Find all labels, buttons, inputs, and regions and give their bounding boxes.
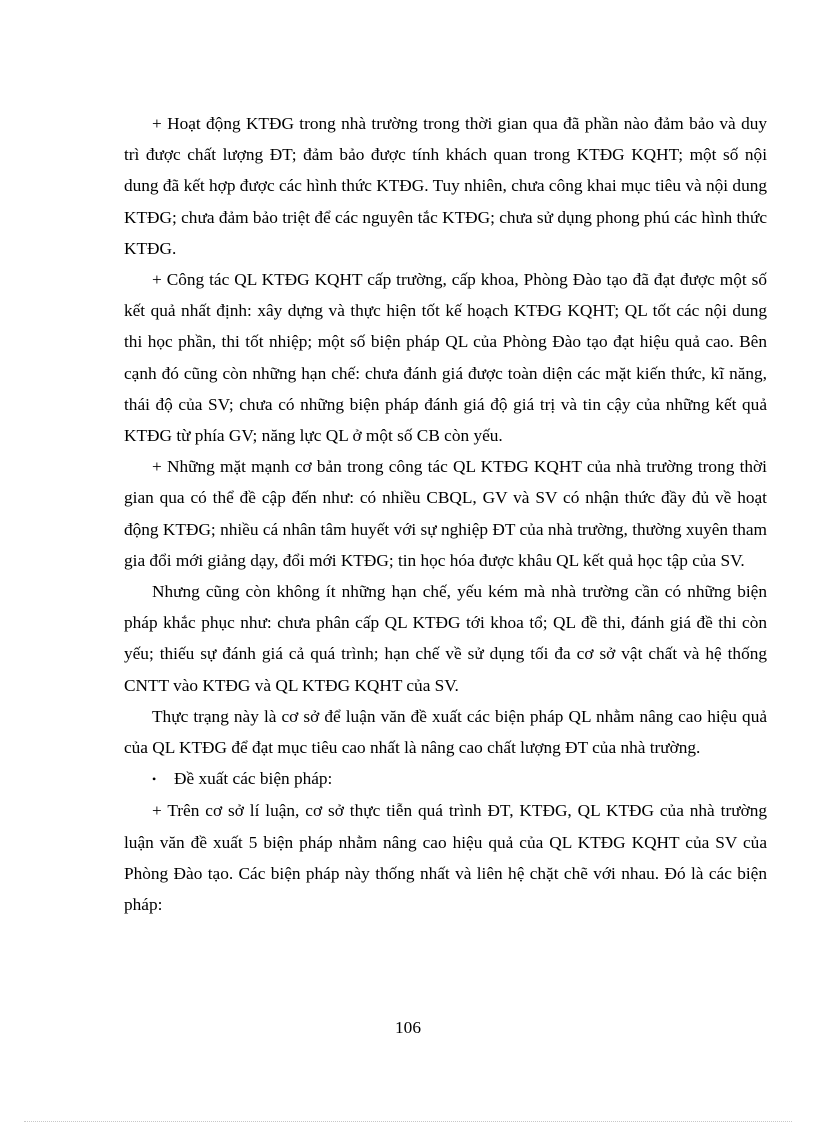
- paragraph-management-results: + Công tác QL KTĐG KQHT cấp trường, cấp khoa, Phòng Đào tạo đã đạt được một số kết quả nhất định: xây dựng và thực hiện tốt kế hoạch KTĐG KQHT; QL tốt các nội dung thi học phần, thi tốt nhiệp; một số biện pháp QL của Phòng Đào tạo đạt hiệu quả cao. Bên cạnh đó cũng còn những hạn chế: chưa đánh giá được toàn diện các mặt kiến thức, kĩ năng, thái độ của SV; chưa có những biện pháp đánh giá độ giá trị và tin cậy của những kết quả KTĐG từ phía GV; năng lực QL ở một số CB còn yếu.: [124, 270, 767, 446]
- page-bottom-divider: [24, 1121, 792, 1122]
- paragraph-proposal: + Trên cơ sở lí luận, cơ sở thực tiễn quá trình ĐT, KTĐG, QL KTĐG của nhà trường luận văn đề xuất 5 biện pháp nhằm nâng cao hiệu quả của QL KTĐG KQHT của SV của Phòng Đào tạo. Các biện pháp này thống nhất và liên hệ chặt chẽ với nhau. Đó là các biện pháp:: [124, 801, 767, 915]
- paragraph-strengths: + Những mặt mạnh cơ bản trong công tác QL KTĐG KQHT của nhà trường trong thời gian qua có thể đề cập đến như: có nhiều CBQL, GV và SV có nhận thức đầy đủ về hoạt động KTĐG; nhiều cá nhân tâm huyết với sự nghiệp ĐT của nhà trường, thường xuyên tham gia đổi mới giảng dạy, đổi mới KTĐG; tin học hóa được khâu QL kết quả học tập của SV.: [124, 457, 767, 570]
- bullet-item: [124, 763, 767, 795]
- paragraph-basis: Thực trạng này là cơ sở để luận văn đề xuất các biện pháp QL nhằm nâng cao hiệu quả của QL KTĐG để đạt mục tiêu cao nhất là nâng cao chất lượng ĐT của nhà trường.: [124, 706, 767, 758]
- paragraph-ktdg-activity: + Hoạt động KTĐG trong nhà trường trong thời gian qua đã phần nào đảm bảo và duy trì được chất lượng ĐT; đảm bảo được tính khách quan trong KTĐG KQHT; một số nội dung đã kết hợp được các hình thức KTĐG. Tuy nhiên, chưa công khai mục tiêu và nội dung KTĐG; chưa đảm bảo triệt để các nguyên tắc KTĐG; chưa sử dụng phong phú các hình thức KTĐG.: [124, 114, 767, 258]
- bullet-text: Đề xuất các biện pháp:: [174, 769, 333, 789]
- paragraph-weaknesses: Nhưng cũng còn không ít những hạn chế, yếu kém mà nhà trường cần có những biện pháp khắc phục như: chưa phân cấp QL KTĐG tới khoa tổ; QL đề thi, đánh giá đề thi còn yếu; thiếu sự đánh giá cả quá trình; hạn chế về sử dụng tối đa cơ sở vật chất và hệ thống CNTT vào KTĐG và QL KTĐG KQHT của SV.: [124, 582, 767, 695]
- bullet-icon: •: [152, 772, 157, 787]
- page-number: 106: [395, 1018, 421, 1037]
- page-body: [124, 108, 767, 920]
